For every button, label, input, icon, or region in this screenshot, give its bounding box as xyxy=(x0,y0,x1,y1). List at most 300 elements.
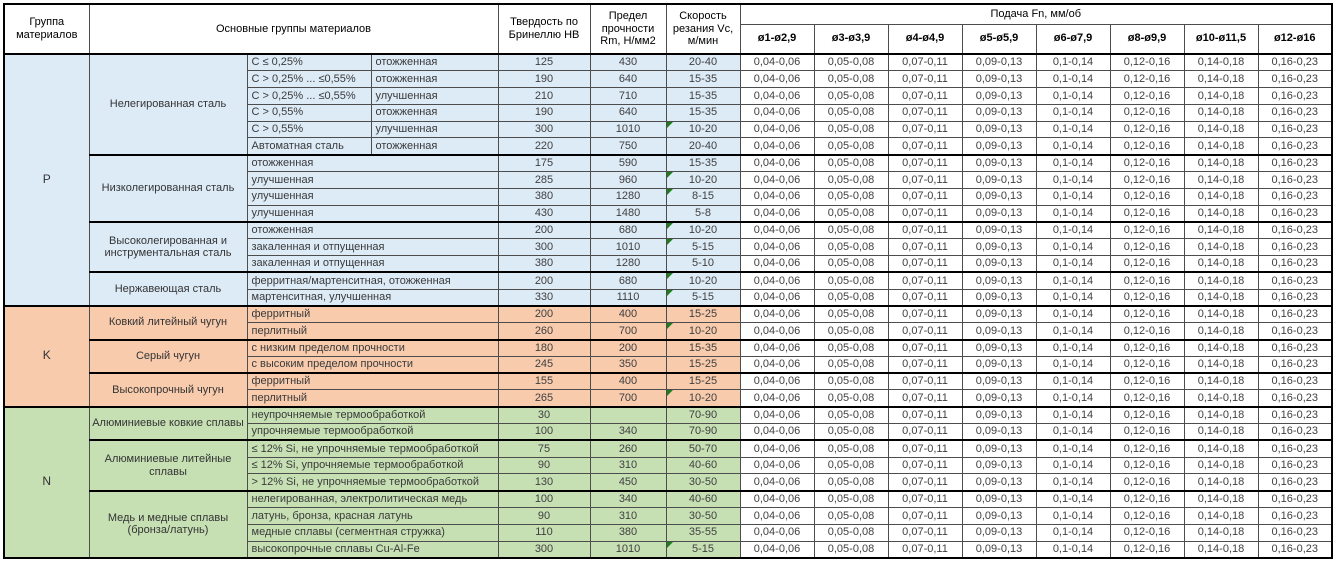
note-triangle-icon xyxy=(667,223,673,229)
cutting-speed-value xyxy=(666,205,740,222)
feed-value: 0,16-0,23 xyxy=(1258,104,1332,121)
feed-value: 0,05-0,08 xyxy=(814,121,888,138)
group-label: K xyxy=(4,306,89,407)
cutting-speed-value xyxy=(666,524,740,541)
material-spec: > 12% Si, не упрочняемые термообработкой xyxy=(247,474,498,491)
material-state: отожженная xyxy=(371,71,498,88)
group-label: P xyxy=(4,54,89,306)
feed-value: 0,16-0,23 xyxy=(1258,138,1332,155)
feed-value: 0,05-0,08 xyxy=(814,407,888,424)
cutting-speed-value xyxy=(666,457,740,474)
feed-value: 0,07-0,11 xyxy=(888,390,962,407)
strength-value: 260 xyxy=(590,440,666,457)
feed-value: 0,14-0,18 xyxy=(1184,88,1258,105)
feed-value: 0,1-0,14 xyxy=(1036,457,1110,474)
feed-value: 0,1-0,14 xyxy=(1036,222,1110,239)
feed-value: 0,07-0,11 xyxy=(888,474,962,491)
cutting-speed-text: 15-25 xyxy=(688,308,718,321)
cutting-speed-text: 15-35 xyxy=(688,89,718,102)
feed-value: 0,16-0,23 xyxy=(1258,272,1332,289)
feed-value: 0,04-0,06 xyxy=(740,323,814,340)
feed-value: 0,07-0,11 xyxy=(888,239,962,256)
feed-value: 0,09-0,13 xyxy=(962,440,1036,457)
feed-value: 0,12-0,16 xyxy=(1110,491,1184,508)
feed-value: 0,07-0,11 xyxy=(888,222,962,239)
feed-value: 0,07-0,11 xyxy=(888,440,962,457)
feed-value: 0,16-0,23 xyxy=(1258,121,1332,138)
cutting-speed-text: 20-40 xyxy=(688,56,718,69)
feed-value: 0,14-0,18 xyxy=(1184,104,1258,121)
feed-value: 0,12-0,16 xyxy=(1110,188,1184,205)
table-row xyxy=(4,373,1332,390)
feed-value: 0,09-0,13 xyxy=(962,272,1036,289)
feed-value: 0,09-0,13 xyxy=(962,306,1036,323)
feed-value: 0,14-0,18 xyxy=(1184,306,1258,323)
feed-value: 0,12-0,16 xyxy=(1110,407,1184,424)
feed-value: 0,16-0,23 xyxy=(1258,356,1332,373)
feed-value: 0,04-0,06 xyxy=(740,121,814,138)
hardness-value: 180 xyxy=(498,340,590,357)
feed-value: 0,04-0,06 xyxy=(740,71,814,88)
material-spec: отожженная xyxy=(247,222,498,239)
cutting-speed-text: 10-20 xyxy=(688,324,718,337)
cutting-speed-value xyxy=(666,340,740,357)
strength-value xyxy=(590,407,666,424)
feed-value: 0,07-0,11 xyxy=(888,373,962,390)
material-state: отожженная xyxy=(371,138,498,155)
strength-value: 680 xyxy=(590,272,666,289)
feed-value: 0,12-0,16 xyxy=(1110,121,1184,138)
feed-value: 0,14-0,18 xyxy=(1184,390,1258,407)
feed-value: 0,09-0,13 xyxy=(962,121,1036,138)
feed-value: 0,09-0,13 xyxy=(962,88,1036,105)
cutting-speed-value xyxy=(666,306,740,323)
feed-value: 0,16-0,23 xyxy=(1258,188,1332,205)
feed-value: 0,07-0,11 xyxy=(888,289,962,306)
table-row xyxy=(4,306,1332,323)
feed-value: 0,07-0,11 xyxy=(888,272,962,289)
feed-value: 0,12-0,16 xyxy=(1110,508,1184,525)
material-spec: ≤ 12% Si, упрочняемые термообработкой xyxy=(247,457,498,474)
material-spec: улучшенная xyxy=(247,172,498,189)
feed-value: 0,12-0,16 xyxy=(1110,356,1184,373)
material-spec: закаленная и отпущенная xyxy=(247,239,498,256)
feed-value: 0,05-0,08 xyxy=(814,239,888,256)
feed-value: 0,12-0,16 xyxy=(1110,340,1184,357)
feed-value: 0,14-0,18 xyxy=(1184,340,1258,357)
cutting-speed-text: 30-50 xyxy=(688,475,718,488)
feed-value: 0,14-0,18 xyxy=(1184,508,1258,525)
feed-value: 0,1-0,14 xyxy=(1036,407,1110,424)
header-feed-diameter: ø3-ø3,9 xyxy=(814,24,888,54)
feed-value: 0,1-0,14 xyxy=(1036,71,1110,88)
feed-value: 0,07-0,11 xyxy=(888,205,962,222)
feed-value: 0,05-0,08 xyxy=(814,373,888,390)
feed-value: 0,16-0,23 xyxy=(1258,474,1332,491)
material-spec: перлитный xyxy=(247,390,498,407)
header-feed-diameter: ø4-ø4,9 xyxy=(888,24,962,54)
hardness-value: 265 xyxy=(498,390,590,407)
strength-value: 700 xyxy=(590,390,666,407)
material-state: отожженная xyxy=(371,104,498,121)
material-spec: нелегированная, электролитическая медь xyxy=(247,491,498,508)
hardness-value: 285 xyxy=(498,172,590,189)
feed-value: 0,12-0,16 xyxy=(1110,104,1184,121)
feed-value: 0,1-0,14 xyxy=(1036,205,1110,222)
feed-value: 0,14-0,18 xyxy=(1184,71,1258,88)
feed-value: 0,16-0,23 xyxy=(1258,440,1332,457)
hardness-value: 175 xyxy=(498,155,590,172)
feed-value: 0,05-0,08 xyxy=(814,306,888,323)
strength-value: 400 xyxy=(590,373,666,390)
cutting-speed-value xyxy=(666,155,740,172)
hardness-value: 100 xyxy=(498,491,590,508)
hardness-value: 330 xyxy=(498,289,590,306)
feed-value: 0,1-0,14 xyxy=(1036,306,1110,323)
feed-value: 0,05-0,08 xyxy=(814,457,888,474)
cutting-speed-text: 15-35 xyxy=(688,341,718,354)
feed-value: 0,16-0,23 xyxy=(1258,373,1332,390)
feed-value: 0,16-0,23 xyxy=(1258,54,1332,71)
hardness-value: 125 xyxy=(498,54,590,71)
strength-value: 450 xyxy=(590,474,666,491)
hardness-value: 75 xyxy=(498,440,590,457)
feed-value: 0,09-0,13 xyxy=(962,424,1036,441)
feed-value: 0,14-0,18 xyxy=(1184,172,1258,189)
cutting-speed-text: 10-20 xyxy=(688,224,718,237)
hardness-value: 200 xyxy=(498,222,590,239)
feed-value: 0,14-0,18 xyxy=(1184,491,1258,508)
feed-value: 0,14-0,18 xyxy=(1184,205,1258,222)
cutting-speed-text: 15-35 xyxy=(688,157,718,170)
feed-value: 0,1-0,14 xyxy=(1036,424,1110,441)
feed-value: 0,07-0,11 xyxy=(888,256,962,273)
feed-value: 0,04-0,06 xyxy=(740,205,814,222)
hardness-value: 190 xyxy=(498,104,590,121)
feed-value: 0,07-0,11 xyxy=(888,491,962,508)
feed-value: 0,09-0,13 xyxy=(962,407,1036,424)
feed-value: 0,12-0,16 xyxy=(1110,172,1184,189)
feed-value: 0,09-0,13 xyxy=(962,541,1036,558)
feed-value: 0,12-0,16 xyxy=(1110,239,1184,256)
feed-value: 0,12-0,16 xyxy=(1110,256,1184,273)
feed-value: 0,04-0,06 xyxy=(740,88,814,105)
feed-value: 0,07-0,11 xyxy=(888,541,962,558)
feed-value: 0,16-0,23 xyxy=(1258,71,1332,88)
strength-value: 960 xyxy=(590,172,666,189)
cutting-speed-value xyxy=(666,541,740,558)
material-spec: мартенситная, улучшенная xyxy=(247,289,498,306)
feed-value: 0,12-0,16 xyxy=(1110,424,1184,441)
feed-value: 0,09-0,13 xyxy=(962,356,1036,373)
feed-value: 0,09-0,13 xyxy=(962,508,1036,525)
feed-value: 0,04-0,06 xyxy=(740,407,814,424)
strength-value: 340 xyxy=(590,424,666,441)
feed-value: 0,14-0,18 xyxy=(1184,155,1258,172)
material-spec: с низким пределом прочности xyxy=(247,340,498,357)
feed-value: 0,14-0,18 xyxy=(1184,239,1258,256)
feed-value: 0,07-0,11 xyxy=(888,121,962,138)
cutting-speed-value xyxy=(666,188,740,205)
cutting-speed-text: 70-90 xyxy=(688,409,718,422)
cutting-speed-text: 15-35 xyxy=(688,106,718,119)
feed-value: 0,14-0,18 xyxy=(1184,541,1258,558)
feed-value: 0,04-0,06 xyxy=(740,524,814,541)
feed-value: 0,1-0,14 xyxy=(1036,340,1110,357)
feed-value: 0,1-0,14 xyxy=(1036,440,1110,457)
feed-value: 0,1-0,14 xyxy=(1036,524,1110,541)
strength-value: 380 xyxy=(590,524,666,541)
feed-value: 0,04-0,06 xyxy=(740,356,814,373)
material-family: Ковкий литейный чугун xyxy=(89,306,247,340)
feed-value: 0,1-0,14 xyxy=(1036,256,1110,273)
material-spec: C > 0,55% xyxy=(247,104,371,121)
strength-value: 1010 xyxy=(590,239,666,256)
material-spec: отожженная xyxy=(247,155,498,172)
cutting-speed-value xyxy=(666,272,740,289)
feed-value: 0,05-0,08 xyxy=(814,272,888,289)
hardness-value: 220 xyxy=(498,138,590,155)
table-row xyxy=(4,222,1332,239)
feed-value: 0,04-0,06 xyxy=(740,508,814,525)
feed-value: 0,05-0,08 xyxy=(814,491,888,508)
feed-value: 0,07-0,11 xyxy=(888,323,962,340)
feed-value: 0,09-0,13 xyxy=(962,104,1036,121)
feed-value: 0,09-0,13 xyxy=(962,222,1036,239)
material-state: улучшенная xyxy=(371,88,498,105)
feed-value: 0,16-0,23 xyxy=(1258,457,1332,474)
header-main-groups: Основные группы материалов xyxy=(89,4,498,54)
material-spec: медные сплавы (сегментная стружка) xyxy=(247,524,498,541)
cutting-speed-text: 5-8 xyxy=(695,207,711,219)
feed-value: 0,04-0,06 xyxy=(740,172,814,189)
feed-value: 0,09-0,13 xyxy=(962,373,1036,390)
material-spec: неупрочняемые термообработкой xyxy=(247,407,498,424)
feed-value: 0,1-0,14 xyxy=(1036,155,1110,172)
feed-value: 0,04-0,06 xyxy=(740,138,814,155)
feed-value: 0,16-0,23 xyxy=(1258,541,1332,558)
note-triangle-icon xyxy=(667,189,673,195)
cutting-speed-text: 5-15 xyxy=(691,240,715,253)
cutting-speed-value xyxy=(666,356,740,373)
hardness-value: 245 xyxy=(498,356,590,373)
note-triangle-icon xyxy=(667,390,673,396)
feed-value: 0,05-0,08 xyxy=(814,188,888,205)
feed-value: 0,05-0,08 xyxy=(814,289,888,306)
feed-value: 0,1-0,14 xyxy=(1036,373,1110,390)
cutting-speed-value xyxy=(666,424,740,441)
header-feed-group: Подача Fn, мм/об xyxy=(740,4,1332,24)
feed-value: 0,04-0,06 xyxy=(740,272,814,289)
cutting-speed-value xyxy=(666,104,740,121)
hardness-value: 260 xyxy=(498,323,590,340)
feed-value: 0,04-0,06 xyxy=(740,390,814,407)
strength-value: 430 xyxy=(590,54,666,71)
cutting-speed-text: 10-20 xyxy=(688,391,718,404)
feed-value: 0,05-0,08 xyxy=(814,205,888,222)
cutting-speed-value xyxy=(666,138,740,155)
cutting-speed-value xyxy=(666,54,740,71)
feed-value: 0,1-0,14 xyxy=(1036,491,1110,508)
feed-value: 0,04-0,06 xyxy=(740,104,814,121)
table-row xyxy=(4,440,1332,457)
hardness-value: 380 xyxy=(498,188,590,205)
feed-value: 0,12-0,16 xyxy=(1110,323,1184,340)
feed-value: 0,07-0,11 xyxy=(888,340,962,357)
material-family: Медь и медные сплавы (бронза/латунь) xyxy=(89,491,247,558)
cutting-speed-value xyxy=(666,373,740,390)
feed-value: 0,12-0,16 xyxy=(1110,272,1184,289)
material-spec: латунь, бронза, красная латунь xyxy=(247,508,498,525)
header-feed-diameter: ø5-ø5,9 xyxy=(962,24,1036,54)
material-spec: улучшенная xyxy=(247,205,498,222)
feed-value: 0,14-0,18 xyxy=(1184,323,1258,340)
feed-value: 0,05-0,08 xyxy=(814,356,888,373)
cutting-speed-text: 5-15 xyxy=(691,290,715,303)
strength-value: 1110 xyxy=(590,289,666,306)
feed-value: 0,14-0,18 xyxy=(1184,407,1258,424)
material-family: Серый чугун xyxy=(89,340,247,374)
feed-value: 0,16-0,23 xyxy=(1258,407,1332,424)
note-triangle-icon xyxy=(667,122,673,128)
feed-value: 0,04-0,06 xyxy=(740,239,814,256)
hardness-value: 110 xyxy=(498,524,590,541)
feed-value: 0,1-0,14 xyxy=(1036,508,1110,525)
feed-value: 0,05-0,08 xyxy=(814,71,888,88)
material-family: Нержавеющая сталь xyxy=(89,272,247,306)
feed-value: 0,12-0,16 xyxy=(1110,155,1184,172)
feed-value: 0,05-0,08 xyxy=(814,88,888,105)
feed-value: 0,1-0,14 xyxy=(1036,239,1110,256)
feed-value: 0,04-0,06 xyxy=(740,188,814,205)
header-cutting-speed: Скорость резания Vc, м/мин xyxy=(666,4,740,54)
feed-value: 0,05-0,08 xyxy=(814,222,888,239)
feed-value: 0,09-0,13 xyxy=(962,54,1036,71)
feed-value: 0,16-0,23 xyxy=(1258,390,1332,407)
feed-value: 0,04-0,06 xyxy=(740,54,814,71)
cutting-speed-value xyxy=(666,289,740,306)
header-feed-diameter: ø8-ø9,9 xyxy=(1110,24,1184,54)
cutting-speed-text: 10-20 xyxy=(688,173,718,186)
cutting-speed-value xyxy=(666,474,740,491)
feed-value: 0,12-0,16 xyxy=(1110,138,1184,155)
feed-value: 0,12-0,16 xyxy=(1110,440,1184,457)
strength-value: 1280 xyxy=(590,188,666,205)
feed-value: 0,07-0,11 xyxy=(888,172,962,189)
note-triangle-icon xyxy=(667,542,673,548)
feed-value: 0,16-0,23 xyxy=(1258,524,1332,541)
strength-value: 640 xyxy=(590,71,666,88)
material-spec: с высоким пределом прочности xyxy=(247,356,498,373)
strength-value: 200 xyxy=(590,340,666,357)
cutting-speed-text: 8-15 xyxy=(691,190,715,203)
feed-value: 0,1-0,14 xyxy=(1036,474,1110,491)
cutting-speed-text: 5-10 xyxy=(691,257,715,270)
feed-value: 0,04-0,06 xyxy=(740,440,814,457)
cutting-speed-text: 70-90 xyxy=(688,425,718,438)
cutting-speed-text: 15-25 xyxy=(688,358,718,371)
strength-value: 1010 xyxy=(590,121,666,138)
feed-value: 0,1-0,14 xyxy=(1036,390,1110,407)
strength-value: 310 xyxy=(590,457,666,474)
feed-value: 0,16-0,23 xyxy=(1258,508,1332,525)
feed-value: 0,14-0,18 xyxy=(1184,54,1258,71)
feed-value: 0,05-0,08 xyxy=(814,256,888,273)
feed-value: 0,14-0,18 xyxy=(1184,289,1258,306)
feed-value: 0,04-0,06 xyxy=(740,541,814,558)
feed-value: 0,04-0,06 xyxy=(740,155,814,172)
cutting-speed-value xyxy=(666,491,740,508)
feed-value: 0,12-0,16 xyxy=(1110,306,1184,323)
feed-value: 0,05-0,08 xyxy=(814,524,888,541)
feed-value: 0,14-0,18 xyxy=(1184,188,1258,205)
feed-value: 0,12-0,16 xyxy=(1110,457,1184,474)
feed-value: 0,05-0,08 xyxy=(814,323,888,340)
cutting-speed-text: 10-20 xyxy=(688,123,718,136)
table-row xyxy=(4,272,1332,289)
feed-value: 0,07-0,11 xyxy=(888,306,962,323)
header-hardness: Твердость по Бринеллю HB xyxy=(498,4,590,54)
hardness-value: 190 xyxy=(498,71,590,88)
feed-value: 0,1-0,14 xyxy=(1036,104,1110,121)
feed-value: 0,14-0,18 xyxy=(1184,356,1258,373)
header-row-top xyxy=(4,4,1332,24)
feed-value: 0,07-0,11 xyxy=(888,54,962,71)
feed-value: 0,1-0,14 xyxy=(1036,138,1110,155)
feed-value: 0,12-0,16 xyxy=(1110,390,1184,407)
note-triangle-icon xyxy=(667,273,673,279)
feed-value: 0,09-0,13 xyxy=(962,457,1036,474)
feed-value: 0,14-0,18 xyxy=(1184,222,1258,239)
material-family: Высокопрочный чугун xyxy=(89,373,247,407)
feed-value: 0,04-0,06 xyxy=(740,289,814,306)
feed-value: 0,14-0,18 xyxy=(1184,121,1258,138)
material-spec: ≤ 12% Si, не упрочняемые термообработкой xyxy=(247,440,498,457)
cutting-speed-value xyxy=(666,440,740,457)
material-family: Алюминиевые ковкие сплавы xyxy=(89,407,247,441)
feed-value: 0,05-0,08 xyxy=(814,440,888,457)
note-triangle-icon xyxy=(667,239,673,245)
feed-value: 0,05-0,08 xyxy=(814,172,888,189)
table-row xyxy=(4,491,1332,508)
cutting-speed-value xyxy=(666,508,740,525)
hardness-value: 430 xyxy=(498,205,590,222)
hardness-value: 90 xyxy=(498,508,590,525)
feed-value: 0,16-0,23 xyxy=(1258,256,1332,273)
feed-value: 0,07-0,11 xyxy=(888,508,962,525)
header-feed-diameter: ø10-ø11,5 xyxy=(1184,24,1258,54)
feed-value: 0,07-0,11 xyxy=(888,457,962,474)
material-spec: ферритная/мартенситная, отожженная xyxy=(247,272,498,289)
feed-value: 0,12-0,16 xyxy=(1110,524,1184,541)
material-spec: ферритный xyxy=(247,373,498,390)
feed-value: 0,09-0,13 xyxy=(962,172,1036,189)
strength-value: 710 xyxy=(590,88,666,105)
feed-value: 0,12-0,16 xyxy=(1110,474,1184,491)
cutting-speed-value xyxy=(666,121,740,138)
cutting-speed-value xyxy=(666,222,740,239)
feed-value: 0,16-0,23 xyxy=(1258,323,1332,340)
cutting-speed-value xyxy=(666,407,740,424)
feed-value: 0,05-0,08 xyxy=(814,541,888,558)
hardness-value: 300 xyxy=(498,541,590,558)
material-spec: Автоматная сталь xyxy=(247,138,371,155)
hardness-value: 130 xyxy=(498,474,590,491)
table-row xyxy=(4,340,1332,357)
table-row xyxy=(4,155,1332,172)
feed-value: 0,12-0,16 xyxy=(1110,54,1184,71)
feed-value: 0,16-0,23 xyxy=(1258,222,1332,239)
